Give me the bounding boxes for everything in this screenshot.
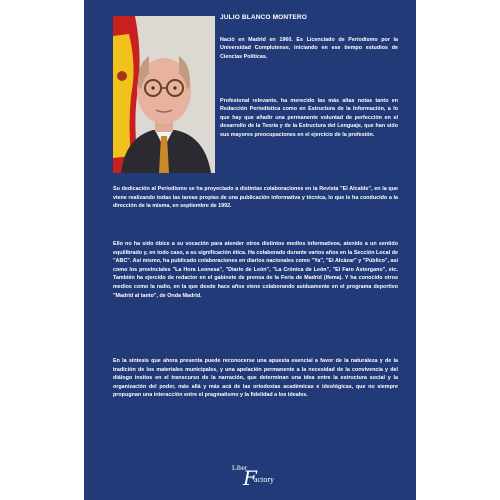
body-paragraph: Ello no ha sido óbice a su vocación para atender otros distintos medios informativos, atenido a un sentido equilibrado y, en todo caso, a su significación ética. Ha colaborado durante varios años en la Sección Local de "ABC". Así mismo, ha publicado colaboraciones en diarios nacionales como "Ya", "El Alcázar" y "Público", así como los provinciales "La Hora Leonesa", "Diario de León", "La Crónica de León", "El Faro Astorgano", etc. También ha ejercido de redactor en el gabinete de prensa de la Feria de Madrid (Ifema). Y ha conocido otros medios como la radio, en la que desde hace años viene colaborando asiduamente en el programa deportivo "Madrid al tanto", de Onda Madrid. [113, 241, 398, 299]
bio-paragraph: Nació en Madrid en 1960. Es Licenciado de Periodismo por la Universidad Complutense, iniciando en ese tiempo estudios de Ciencias Políticas. [220, 37, 398, 60]
book-back-cover [84, 0, 416, 500]
author-photo [113, 16, 215, 173]
body-paragraph: Su dedicación al Periodismo se ha proyectado a distintas colaboraciones en la Revista "El Alcalde", en la que viene realizando todas las tareas propias de una publicación informativa y técnica, lo que le ha conducido a la dirección de la misma, en septiembre de 1992. [113, 186, 398, 210]
bio-paragraph: Profesional relevante, ha merecido las más altas notas tanto en Redacción Periodística como en Estructura de la Información, a lo que hay que añadir una permanente voluntad de perfección en el desarrollo de la Teoría y de la Estructura del Lenguaje, que han sido sus mayores preocupaciones en el ejercicio de la profesión. [220, 98, 398, 138]
body-paragraph: En la síntesis que ahora presenta puede reconocerse una apuesta esencial a favor de la naturaleza y de la tradición de los materiales municipales, y una apelación permanente a la necesidad de la convivencia y del diálogo insitos en el transcurso de la narración, que determinan una idea entre la estructura social y la organización del poder, más allá y más acá de las ortodoxias académicas e ideológicas, que no siempre propugnan una interacción entre el pragmatismo y la fidelidad a los ideales. [113, 358, 398, 399]
publisher-logo-initial: F [243, 466, 257, 490]
author-portrait-illustration [113, 16, 215, 173]
publisher-logo [232, 464, 292, 490]
publisher-logo-line1: Liber [232, 464, 248, 472]
author-name: JULIO BLANCO MONTERO [220, 14, 307, 21]
publisher-logo-line2: actory [254, 475, 274, 484]
